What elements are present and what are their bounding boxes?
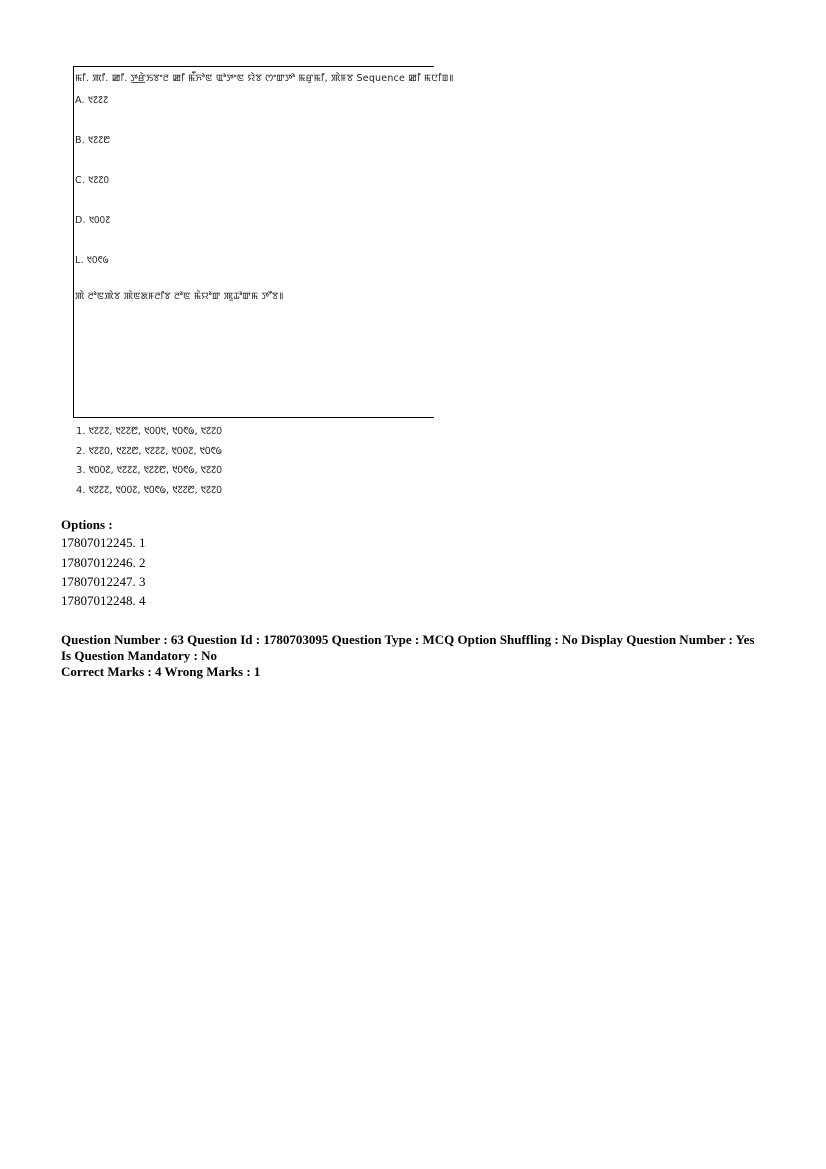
question-meta: Question Number : 63 Question Id : 1780703095 Question Type : MCQ Option Shuffling : No Display Question Number : Yes Is Question Mandatory : No	[61, 632, 755, 663]
sequence-choice-4: 4. ᱑᱗᱗᱗, ᱑᱐᱐᱗, ᱑᱐᱖᱙, ᱑᱗᱗᱘, ᱑᱗᱗᱐	[76, 484, 222, 496]
sequence-choice-3: 3. ᱑᱐᱐᱗, ᱑᱗᱗᱗, ᱑᱗᱗᱘, ᱑᱐᱖᱙, ᱑᱗᱗᱐	[76, 465, 222, 476]
question-instruction: ꯄꯥ ꯂꯣꯟꯄꯥꯕ ꯄꯥꯟꯗꯝꯂꯤꯕ ꯂꯣꯟ ꯃꯥꯌꯣꯛ ꯄꯨꯊꯣꯛꯃ ꯇꯧꯕ꯫	[75, 291, 284, 302]
sequence-choice-1: 1. ᱑᱗᱗᱗, ᱑᱗᱗᱘, ᱑᱐᱐᱑, ᱑᱐᱖᱙, ᱑᱗᱗᱐	[76, 426, 222, 437]
question-option-c: C. ᱑᱗᱗᱐	[75, 175, 110, 186]
question-option-a: A. ᱑᱗᱗᱗	[75, 95, 109, 106]
option-id-2: 17807012246. 2	[61, 555, 146, 570]
question-image-box	[73, 66, 454, 418]
question-option-e: L. ᱑᱐᱖᱙	[75, 255, 109, 266]
options-heading: Options :	[61, 517, 113, 532]
question-option-b: B. ᱑᱗᱗᱘	[75, 135, 110, 146]
question-stem: ꯃꯤ. ꯄꯤ. ꯀꯤ. ꯇ꯭ꯔꯥꯏꯕꯦꯂ ꯀꯤ ꯃꯩꯈꯣꯟ ꯑꯣꯇꯦꯟ ꯌꯥꯕ ꯁꯦꯛꯇꯣ ꯃꯔꯨꯃꯤ, ꯄꯥꯝꯕ Sequence ꯀꯤ ꯃꯅꯤꯡ꯫	[75, 73, 454, 84]
sequence-choices	[76, 422, 222, 500]
option-id-3: 17807012247. 3	[61, 574, 146, 589]
option-id-1: 17807012245. 1	[61, 535, 146, 550]
option-id-4: 17807012248. 4	[61, 593, 146, 608]
question-option-d: D. ᱑᱐᱐᱗	[75, 215, 111, 226]
sequence-choice-2: 2. ᱑᱗᱗᱐, ᱑᱗᱗᱘, ᱑᱗᱗᱗, ᱑᱐᱐᱗, ᱑᱐᱖᱙	[76, 445, 222, 457]
marks-info: Correct Marks : 4 Wrong Marks : 1	[61, 664, 261, 679]
